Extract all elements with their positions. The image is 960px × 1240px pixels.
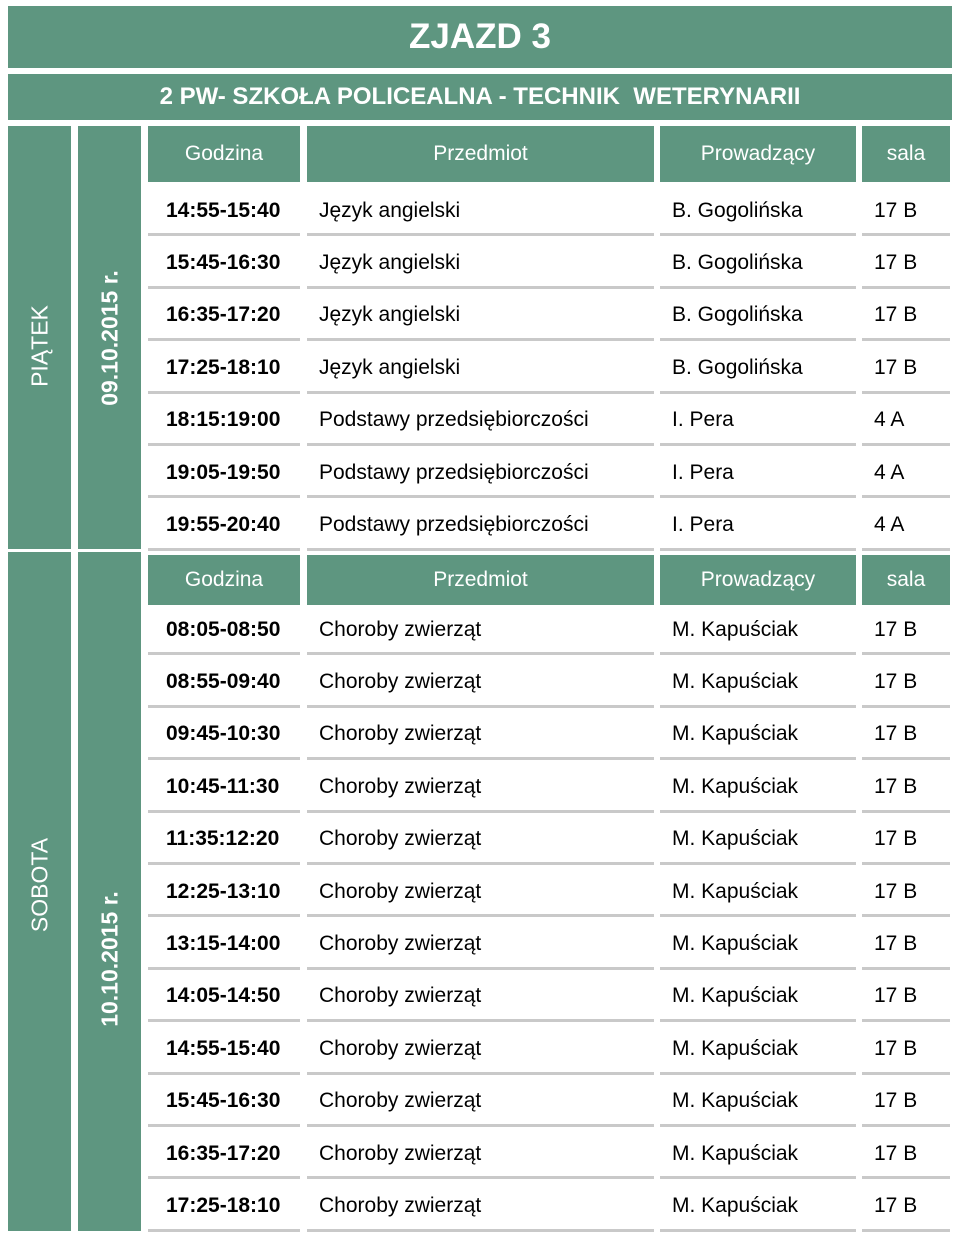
- room-cell: 17 B: [862, 293, 950, 341]
- subject-cell: Choroby zwierząt: [307, 974, 654, 1022]
- day-column: [8, 552, 71, 1231]
- room-cell: 17 B: [862, 188, 950, 236]
- subject-cell: Choroby zwierząt: [307, 1183, 654, 1231]
- date-label: 10.10.2015 r.: [96, 891, 122, 1028]
- teacher-cell: B. Gogolińska: [660, 188, 856, 236]
- subject-cell: Choroby zwierząt: [307, 817, 654, 865]
- subject-cell: Choroby zwierząt: [307, 607, 654, 655]
- time-cell: 15:45-16:30: [148, 1079, 300, 1127]
- subject-cell: Choroby zwierząt: [307, 869, 654, 917]
- time-cell: 08:05-08:50: [148, 607, 300, 655]
- teacher-cell: M. Kapuściak: [660, 659, 856, 707]
- time-cell: 09:45-10:30: [148, 712, 300, 760]
- time-cell: 14:55-15:40: [148, 188, 300, 236]
- room-cell: 17 B: [862, 974, 950, 1022]
- room-cell: 17 B: [862, 712, 950, 760]
- time-cell: 17:25-18:10: [148, 1183, 300, 1231]
- room-cell: 17 B: [862, 817, 950, 865]
- time-cell: 14:55-15:40: [148, 1026, 300, 1074]
- teacher-cell: I. Pera: [660, 502, 856, 550]
- subject-cell: Choroby zwierząt: [307, 921, 654, 969]
- column-header: Prowadzący: [660, 126, 856, 182]
- date-label: 09.10.2015 r.: [96, 269, 122, 406]
- column-header: Prowadzący: [660, 555, 856, 605]
- teacher-cell: M. Kapuściak: [660, 869, 856, 917]
- time-cell: 15:45-16:30: [148, 240, 300, 288]
- column-header: sala: [862, 555, 950, 605]
- subject-cell: Język angielski: [307, 345, 654, 393]
- teacher-cell: M. Kapuściak: [660, 817, 856, 865]
- column-header: Przedmiot: [307, 126, 654, 182]
- teacher-cell: M. Kapuściak: [660, 764, 856, 812]
- teacher-cell: I. Pera: [660, 398, 856, 446]
- room-cell: 17 B: [862, 1079, 950, 1127]
- room-cell: 17 B: [862, 659, 950, 707]
- time-cell: 16:35-17:20: [148, 1131, 300, 1179]
- subject-cell: Język angielski: [307, 293, 654, 341]
- time-cell: 13:15-14:00: [148, 921, 300, 969]
- time-cell: 11:35:12:20: [148, 817, 300, 865]
- teacher-cell: B. Gogolińska: [660, 293, 856, 341]
- page-subtitle: 2 PW- SZKOŁA POLICEALNA - TECHNIK WETERYNARII: [8, 74, 952, 120]
- subject-cell: Podstawy przedsiębiorczości: [307, 450, 654, 498]
- subject-cell: Język angielski: [307, 188, 654, 236]
- subject-cell: Choroby zwierząt: [307, 764, 654, 812]
- subject-cell: Język angielski: [307, 240, 654, 288]
- room-cell: 17 B: [862, 1026, 950, 1074]
- teacher-cell: B. Gogolińska: [660, 240, 856, 288]
- day-label: SOBOTA: [26, 837, 52, 932]
- day-column: [8, 126, 71, 549]
- time-cell: 16:35-17:20: [148, 293, 300, 341]
- subject-cell: Podstawy przedsiębiorczości: [307, 398, 654, 446]
- subject-cell: Choroby zwierząt: [307, 712, 654, 760]
- room-cell: 17 B: [862, 764, 950, 812]
- room-cell: 17 B: [862, 607, 950, 655]
- teacher-cell: M. Kapuściak: [660, 607, 856, 655]
- teacher-cell: M. Kapuściak: [660, 974, 856, 1022]
- date-column: [78, 126, 141, 549]
- teacher-cell: M. Kapuściak: [660, 1183, 856, 1231]
- column-header: Godzina: [148, 555, 300, 605]
- room-cell: 17 B: [862, 921, 950, 969]
- subject-cell: Choroby zwierząt: [307, 659, 654, 707]
- room-cell: 4 A: [862, 502, 950, 550]
- room-cell: 17 B: [862, 1183, 950, 1231]
- time-cell: 14:05-14:50: [148, 974, 300, 1022]
- teacher-cell: M. Kapuściak: [660, 1026, 856, 1074]
- column-header: Godzina: [148, 126, 300, 182]
- subject-cell: Podstawy przedsiębiorczości: [307, 502, 654, 550]
- subject-cell: Choroby zwierząt: [307, 1026, 654, 1074]
- time-cell: 18:15:19:00: [148, 398, 300, 446]
- room-cell: 4 A: [862, 398, 950, 446]
- time-cell: 10:45-11:30: [148, 764, 300, 812]
- time-cell: 19:05-19:50: [148, 450, 300, 498]
- room-cell: 17 B: [862, 240, 950, 288]
- room-cell: 4 A: [862, 450, 950, 498]
- room-cell: 17 B: [862, 869, 950, 917]
- subject-cell: Choroby zwierząt: [307, 1079, 654, 1127]
- time-cell: 12:25-13:10: [148, 869, 300, 917]
- teacher-cell: M. Kapuściak: [660, 921, 856, 969]
- teacher-cell: B. Gogolińska: [660, 345, 856, 393]
- teacher-cell: M. Kapuściak: [660, 1079, 856, 1127]
- teacher-cell: I. Pera: [660, 450, 856, 498]
- page-title: ZJAZD 3: [8, 6, 952, 68]
- room-cell: 17 B: [862, 1131, 950, 1179]
- teacher-cell: M. Kapuściak: [660, 712, 856, 760]
- day-label: PIĄTEK: [26, 305, 52, 387]
- teacher-cell: M. Kapuściak: [660, 1131, 856, 1179]
- date-column: [78, 552, 141, 1231]
- time-cell: 19:55-20:40: [148, 502, 300, 550]
- column-header: Przedmiot: [307, 555, 654, 605]
- subject-cell: Choroby zwierząt: [307, 1131, 654, 1179]
- column-header: sala: [862, 126, 950, 182]
- room-cell: 17 B: [862, 345, 950, 393]
- time-cell: 08:55-09:40: [148, 659, 300, 707]
- time-cell: 17:25-18:10: [148, 345, 300, 393]
